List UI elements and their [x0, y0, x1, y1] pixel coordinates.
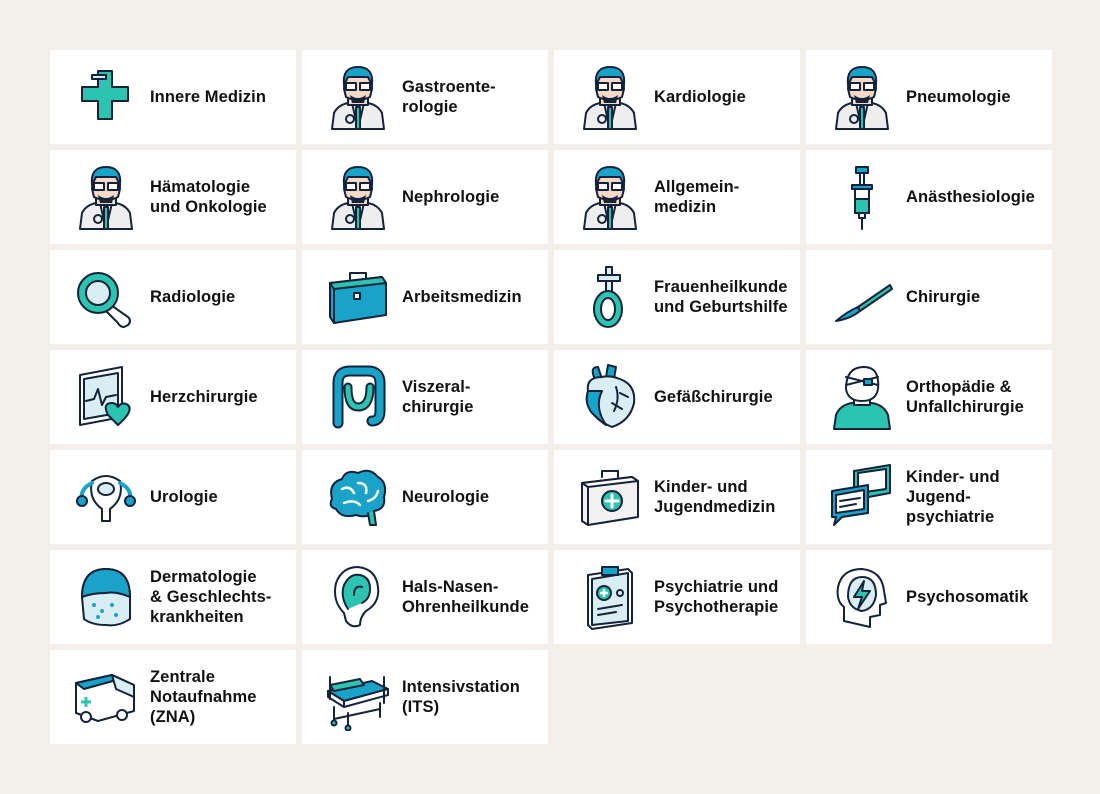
department-label: Innere Medizin	[150, 88, 266, 106]
ambulance-icon	[72, 663, 140, 731]
department-card[interactable]	[302, 550, 548, 644]
department-label: Urologie	[150, 488, 218, 506]
doctor-icon	[324, 163, 392, 231]
department-card[interactable]	[806, 450, 1052, 544]
department-card[interactable]	[50, 450, 296, 544]
department-label: Gefäßchirurgie	[654, 388, 773, 406]
department-label: Anästhesiologie	[906, 188, 1035, 206]
department-label: Chirurgie	[906, 288, 981, 306]
department-label: Radiologie	[150, 288, 236, 306]
cross-icon	[72, 63, 140, 131]
briefcase-icon	[324, 263, 392, 331]
department-card[interactable]	[50, 50, 296, 144]
department-card[interactable]	[50, 650, 296, 744]
bandaged-head-icon	[828, 363, 896, 431]
department-label: Allgemein- medizin	[654, 178, 740, 216]
department-label: Orthopädie & Unfallchirurgie	[906, 378, 1024, 416]
intestine-icon	[324, 363, 392, 431]
department-label: Frauenheilkunde und Geburtshilfe	[654, 278, 788, 316]
department-label: Gastroente- rologie	[402, 78, 496, 116]
department-card[interactable]	[50, 150, 296, 244]
uterus-icon	[72, 463, 140, 531]
department-label: Nephrologie	[402, 188, 500, 206]
department-card[interactable]	[554, 550, 800, 644]
hospital-bed-icon	[324, 663, 392, 731]
department-label: Kinder- und Jugend- psychiatrie	[906, 468, 1000, 526]
department-card[interactable]	[806, 150, 1052, 244]
clipboard-icon	[576, 563, 644, 631]
department-card[interactable]	[302, 50, 548, 144]
department-card[interactable]	[302, 150, 548, 244]
department-label: Viszeral- chirurgie	[402, 378, 474, 416]
department-card[interactable]	[302, 250, 548, 344]
head-lightning-icon	[828, 563, 896, 631]
department-label: Herzchirurgie	[150, 388, 258, 406]
syringe-icon	[828, 163, 896, 231]
department-card[interactable]	[302, 650, 548, 744]
department-label: Neurologie	[402, 488, 490, 506]
venus-icon	[576, 263, 644, 331]
doctor-icon	[324, 63, 392, 131]
department-card[interactable]	[554, 150, 800, 244]
department-card[interactable]	[554, 350, 800, 444]
department-card[interactable]	[302, 350, 548, 444]
department-card[interactable]	[50, 350, 296, 444]
speech-bubbles-icon	[828, 463, 896, 531]
department-card[interactable]	[806, 50, 1052, 144]
department-label: Hals-Nasen- Ohrenheilkunde	[402, 578, 530, 616]
department-card[interactable]	[554, 50, 800, 144]
scalpel-icon	[828, 263, 896, 331]
department-card[interactable]	[806, 350, 1052, 444]
department-label: Intensivstation (ITS)	[402, 678, 520, 716]
ear-icon	[324, 563, 392, 631]
department-label: Kardiologie	[654, 88, 746, 106]
department-label: Psychosomatik	[906, 588, 1029, 606]
magnifier-icon	[72, 263, 140, 331]
department-card[interactable]	[806, 550, 1052, 644]
department-label: Kinder- und Jugendmedizin	[654, 478, 776, 516]
doctor-icon	[576, 163, 644, 231]
first-aid-kit-icon	[576, 463, 644, 531]
anatomical-heart-icon	[576, 363, 644, 431]
doctor-icon	[828, 63, 896, 131]
brain-icon	[324, 463, 392, 531]
department-label: Dermatologie & Geschlechts- krankheiten	[150, 568, 272, 626]
department-card[interactable]	[50, 250, 296, 344]
department-card[interactable]	[554, 450, 800, 544]
department-card[interactable]	[50, 550, 296, 644]
doctor-icon	[72, 163, 140, 231]
heart-monitor-icon	[72, 363, 140, 431]
department-label: Arbeitsmedizin	[402, 288, 522, 306]
department-label: Hämatologie und Onkologie	[150, 178, 267, 216]
department-label: Psychiatrie und Psychotherapie	[654, 578, 779, 616]
department-card[interactable]	[302, 450, 548, 544]
skin-head-icon	[72, 563, 140, 631]
department-card[interactable]	[806, 250, 1052, 344]
doctor-icon	[576, 63, 644, 131]
department-label: Zentrale Notaufnahme (ZNA)	[150, 668, 257, 726]
department-card[interactable]	[554, 250, 800, 344]
department-grid	[50, 50, 1050, 744]
department-label: Pneumologie	[906, 88, 1011, 106]
